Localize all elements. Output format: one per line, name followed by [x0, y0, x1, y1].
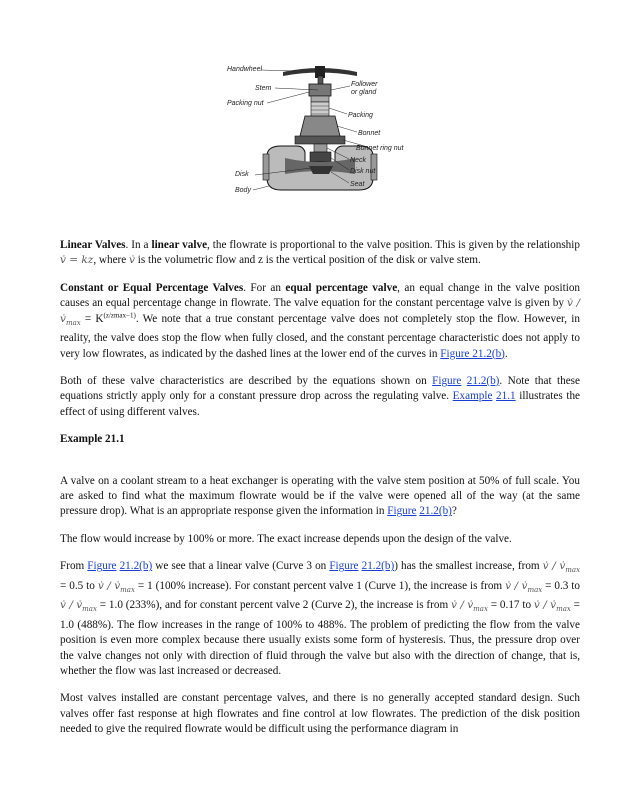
figure-link[interactable]: Figure — [329, 560, 359, 573]
example-link[interactable]: Example — [452, 390, 493, 403]
example-21-1-link[interactable]: 21.1 — [496, 390, 516, 403]
figure-21-2b-link[interactable]: 21.2(b) — [419, 505, 452, 518]
figure-21-2b-link[interactable]: Figure 21.2(b) — [440, 347, 505, 360]
figure-link[interactable]: Figure — [387, 505, 417, 518]
paragraph-linear-valves: Linear Valves. In a linear valve, the flowrate is proportional to the valve position. This is given by the relationship v̇ = kz, where v̇ is the volumetric flow and z is the vertical position of the disk or valve stem. — [60, 239, 580, 267]
label-body: Body — [235, 187, 251, 194]
label-handwheel: Handwheel — [227, 66, 263, 73]
linear-equation: v̇ = kz — [60, 254, 94, 267]
example-heading: Example 21.1 — [60, 433, 125, 446]
figure-21-2b-link[interactable]: 21.2(b) — [466, 374, 500, 387]
paragraph-equal-percentage-valves: Constant or Equal Percentage Valves. For an equal percentage valve, an equal change in the valve position causes an equal percentage change in flowrate. The valve equation for the constant percentage valve is given by v̇ / $v̇_{max} = K^{(z/zmax-1)}$. We note that a true constant percentage valve does not completely stop the flow. However, in reality, the valve does stop the flow when fully closed, and the constant percentage characteristic does not apply to very low flowrates, as indicated by the dashed lines at the lower end of the curves in Figure 21.2(b). — [60, 281, 581, 360]
label-bonnet: Bonnet — [358, 130, 381, 137]
paragraph-both-characteristics: Both of these valve characteristics are described by the equations shown on Figure 21.2(b). Note that these equations strictly apply only for a constant pressure drop across the regulating valve. Example 21.1 illustrates the effect of using different valves. — [60, 374, 581, 418]
label-packing: Packing — [348, 112, 373, 119]
flow-ratio: v̇ / $v̇_{max}$ — [60, 599, 97, 614]
equal-percentage-heading: Constant or Equal Percentage Valves — [60, 281, 244, 294]
document-body — [60, 238, 580, 750]
equal-percentage-equation: v̇ / $v̇_{max}$ — [60, 297, 580, 327]
figure-link[interactable]: Figure — [87, 560, 117, 573]
linear-valve-term: linear valve — [151, 239, 208, 251]
label-neck: Neck — [350, 157, 366, 164]
label-or-gland: or gland — [351, 89, 377, 96]
figure-21-2b-link[interactable]: 21.2(b) — [361, 560, 395, 573]
example-problem: A valve on a coolant stream to a heat exchanger is operating with the valve stem position at 50% of full scale. You are asked to find what the maximum flowrate would be if the valve were opened all of the way (at the same pressure drop). What is an appropriate response given the information in Figure 21.2(b)? — [60, 474, 580, 518]
flow-ratio: v̇ / $v̇_{max}$ — [451, 599, 488, 614]
flow-ratio: v̇ / $v̇_{max}$ — [533, 599, 571, 614]
label-seat: Seat — [350, 181, 365, 188]
flow-ratio: v̇ / $v̇_{max}$ — [97, 579, 135, 594]
label-bonnet-ring-nut: Bonnet ring nut — [356, 145, 404, 152]
flow-ratio: v̇ / $v̇_{max}$ — [542, 560, 581, 575]
example-answer: The flow would increase by 100% or more. The exact increase depends upon the design of the valve. — [60, 532, 512, 545]
label-disk-nut: Disk nut — [350, 168, 376, 175]
label-follower: Follower — [351, 81, 378, 88]
equal-percentage-term: equal percentage valve — [285, 281, 398, 294]
paragraph-from-figure: From Figure 21.2(b) we see that a linear valve (Curve 3 on Figure 21.2(b)) has the smallest increase, from v̇ / $v̇_{max} = 0.5$ to v̇ / $v̇_{max} = 1$ (100% increase). For constant percent valve 1 (Curve 1), the increase is from v̇ / $v̇_{max} = 0.3$ to v̇ / $v̇_{max} = 1.0$ (233%), and for constant percent valve 2 (Curve 2), the increase is from v̇ / $v̇_{max} = 0.17$ to v̇ / $v̇_{max} = 1.0$ (488%). The flow increases in the range of 100% to 488%. The problem of predicting the flow from the valve position is even more complex because there usually exists some form of hysteresis. Thus, the pressure drop over the valve changes not only with direction of fluid through the valve but also with the direction of change, that is, whether the flow was last increased or decreased. — [60, 560, 581, 677]
linear-valves-heading: Linear Valves — [60, 239, 126, 251]
valve-cross-section-illustration — [225, 62, 415, 202]
label-stem: Stem — [255, 85, 272, 92]
figure-link[interactable]: Figure — [432, 374, 462, 387]
label-packing-nut: Packing nut — [227, 100, 264, 107]
flow-ratio: v̇ / $v̇_{max}$ — [505, 579, 543, 594]
paragraph-most-valves: Most valves installed are constant percentage valves, and there is no generally accepted standard design. Such valves offer fast response at high flowrates and fine control at low flowrates. The prediction of the disk position needed to give the required flowrate would be difficult using the performance diagram in — [60, 692, 580, 736]
globe-valve-diagram — [225, 62, 415, 202]
label-disk: Disk — [235, 171, 249, 178]
figure-21-2b-link[interactable]: 21.2(b) — [119, 560, 153, 573]
